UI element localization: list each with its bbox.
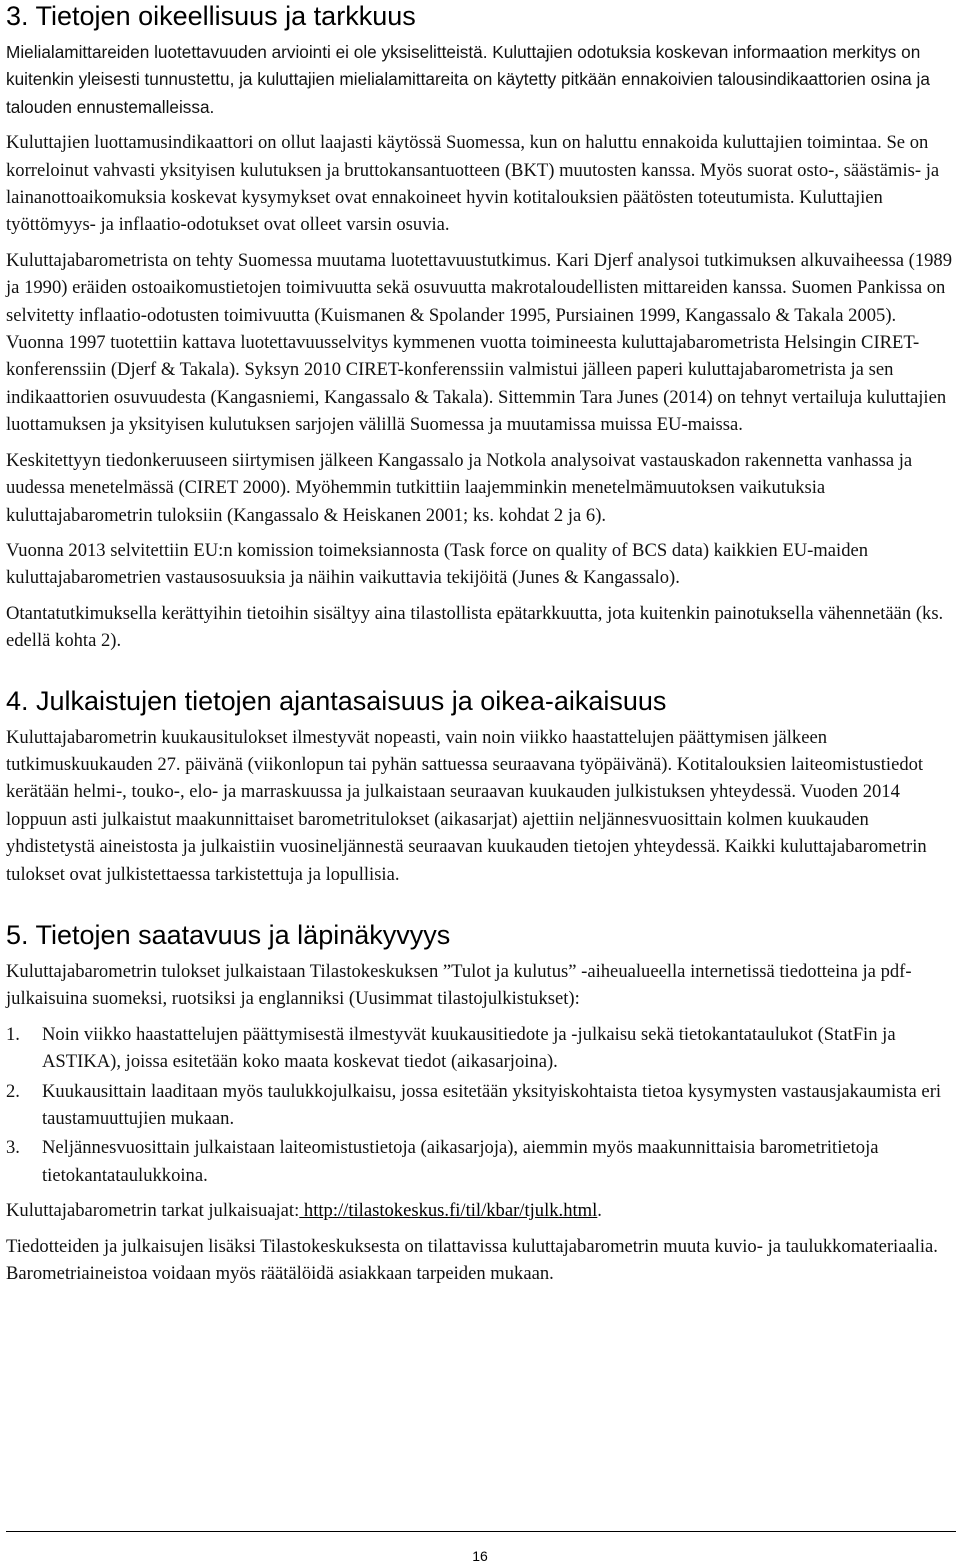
list-item-text: Noin viikko haastattelujen päättymisestä ilmestyvät kuukausitiedote ja -julkaisu sekä tietokantataulukot (StatFin ja ASTIKA), joissa esitetään koko maata koskevat tiedot (aikasarjoina). <box>42 1023 896 1073</box>
list-item-text: Kuukausittain laaditaan myös taulukkojulkaisu, jossa esitetään yksityiskohtaista tietoa kysymysten vastausjakaumista eri taustamuuttujien mukaan. <box>42 1080 942 1129</box>
list-item <box>6 1078 956 1133</box>
release-dates-suffix: . <box>597 1200 602 1222</box>
section-5-paragraph-last: Tiedotteiden ja julkaisujen lisäksi Tilastokeskuksesta on tilattavissa kuluttajabarometrin muuta kuvio- ja taulukkomateriaalia. Barometriaineistoa voidaan myös räätälöidä asiakkaan tarpeiden mukaan. <box>6 1235 938 1285</box>
footer-divider <box>6 1531 956 1532</box>
section-3-paragraph-3: Kuluttajabarometrista on tehty Suomessa muutama luotettavuustutkimus. Kari Djerf analysoi tutkimuksen alkuvaiheessa (1989 ja 1990) eräiden ostoaikomustietojen toimivuutta sekä osuvuutta makrotaloudellisten mittareiden kanssa. Suomen Pankissa on selvitetty inflaatio-odotusten toimivuutta (Kuismanen & Spolander 1995, Pursiainen 1999, Kangassalo & Takala 2005). Vuonna 1997 tuotettiin kattava luotettavuusselvitys kymmenen vuotta toimineesta kuluttajabarometrista Helsingin CIRET-konferenssiin (Djerf & Takala). Syksyn 2010 CIRET-konferenssiin valmistui jälleen paperi kuluttajabarometrista ja sen indikaattorien osuvuudesta (Kangasniemi, Kangassalo & Takala). Sittemmin Tara Junes (2014) on tehnyt vertailuja kuluttajien luottamuksen ja yksityisen kulutuksen sarjojen välillä Suomessa ja muutamissa muissa EU-maissa. <box>6 249 953 436</box>
section-3-paragraph-6: Otantatutkimuksella kerättyihin tietoihin sisältyy aina tilastollista epätarkkuutta, jota kuitenkin painotuksella vähennetään (ks. edellä kohta 2). <box>6 602 944 652</box>
section-5 <box>6 919 956 1287</box>
section-3 <box>6 0 956 655</box>
release-dates-link[interactable]: http://tilastokeskus.fi/til/kbar/tjulk.html <box>299 1200 598 1222</box>
page-number: 16 <box>472 1548 488 1564</box>
section-4-paragraph-1: Kuluttajabarometrin kuukausitulokset ilmestyvät nopeasti, vain noin viikko haastattelujen päättymisen jälkeen tutkimuskuukauden 27. päivänä (viikonlopun tai pyhän sattuessa seuraavana työpäivänä). Kotitalouksien laiteomistustiedot kerätään helmi-, touko-, elo- ja marraskuussa ja julkaistaan seuraavan kuukauden julkistuksen yhteydessä. Vuoden 2014 loppuun asti julkaistut maakunnittaiset barometritulokset (aikasarjat) ajettiin neljännesvuosittain kolmen kuukauden yhdistetystä aineistosta ja julkaistiin vuosineljännestä seuraavan kuukauden tietojen yhteydessä. Kaikki kuluttajabarometrin tulokset ovat julkistettaessa tarkistettuja ja lopullisia. <box>6 726 927 885</box>
release-dates-label: Kuluttajabarometrin tarkat julkaisuajat: <box>6 1200 300 1222</box>
section-4-heading: 4. Julkaistujen tietojen ajantasaisuus ja oikea-aikaisuus <box>6 685 667 716</box>
list-item-number: 2. <box>6 1080 20 1102</box>
list-item-number: 3. <box>6 1137 20 1159</box>
section-3-paragraph-5: Vuonna 2013 selvitettiin EU:n komission toimeksiannosta (Task force on quality of BCS data) kaikkien EU-maiden kuluttajabarometrien vastausosuuksia ja näihin vaikuttavia tekijöitä (Junes & Kangassalo). <box>6 539 869 589</box>
section-3-paragraph-2: Kuluttajien luottamusindikaattori on ollut laajasti käytössä Suomessa, kun on haluttu ennakoida kuluttajien toimintaa. Se on korreloinut vahvasti yksityisen kulutuksen ja bruttokansantuotteen (BKT) muutosten kanssa. Myös suorat osto-, säästämis- ja lainanottoaikomuksia koskevat kysymykset ovat ennakoineet hyvin kotitalouksien päätösten toteutumista. Kuluttajien työttömyys- ja inflaatio-odotukset ovat olleet varsin osuvia. <box>6 132 940 236</box>
release-dates-paragraph <box>6 1197 956 1224</box>
section-3-paragraph-4: Keskitettyyn tiedonkeruuseen siirtymisen jälkeen Kangassalo ja Notkola analysoivat vastauskadon rakennetta vanhassa ja uudessa menetelmässä (CIRET 2000). Myöhemmin tutkittiin laajemminkin menetelmämuutoksen vaikutuksia kuluttajabarometrin tuloksiin (Kangassalo & Heiskanen 2001; ks. kohdat 2 ja 6). <box>6 449 913 526</box>
list-item-text: Neljännesvuosittain julkaistaan laiteomistustietoja (aikasarjoja), aiemmin myös maakunnittaisia barometritietoja tietokantataulukkoina. <box>42 1137 879 1186</box>
section-4 <box>6 685 956 888</box>
publication-list <box>6 1021 956 1189</box>
document-page <box>6 0 956 1295</box>
list-item-number: 1. <box>6 1023 20 1045</box>
list-item <box>6 1134 956 1189</box>
section-3-paragraph-1: Mielialamittareiden luotettavuuden arviointi ei ole yksiselitteistä. Kuluttajien odotuksia koskevan informaation merkitys on kuitenkin yleisesti tunnustettu, ja kuluttajien mielialamittareita on käytetty pitkään ennakoivien talousindikaattorien osina ja talouden ennustemalleissa. <box>6 42 930 117</box>
section-5-heading: 5. Tietojen saatavuus ja läpinäkyvyys <box>6 919 451 950</box>
section-3-heading: 3. Tietojen oikeellisuus ja tarkkuus <box>6 1 416 31</box>
section-5-paragraph-1: Kuluttajabarometrin tulokset julkaistaan Tilastokeskuksen ”Tulot ja kulutus” -aiheualueella internetissä tiedotteina ja pdf-julkaisuina suomeksi, ruotsiksi ja englanniksi (Uusimmat tilastojulkistukset): <box>6 960 912 1010</box>
list-item <box>6 1021 956 1076</box>
